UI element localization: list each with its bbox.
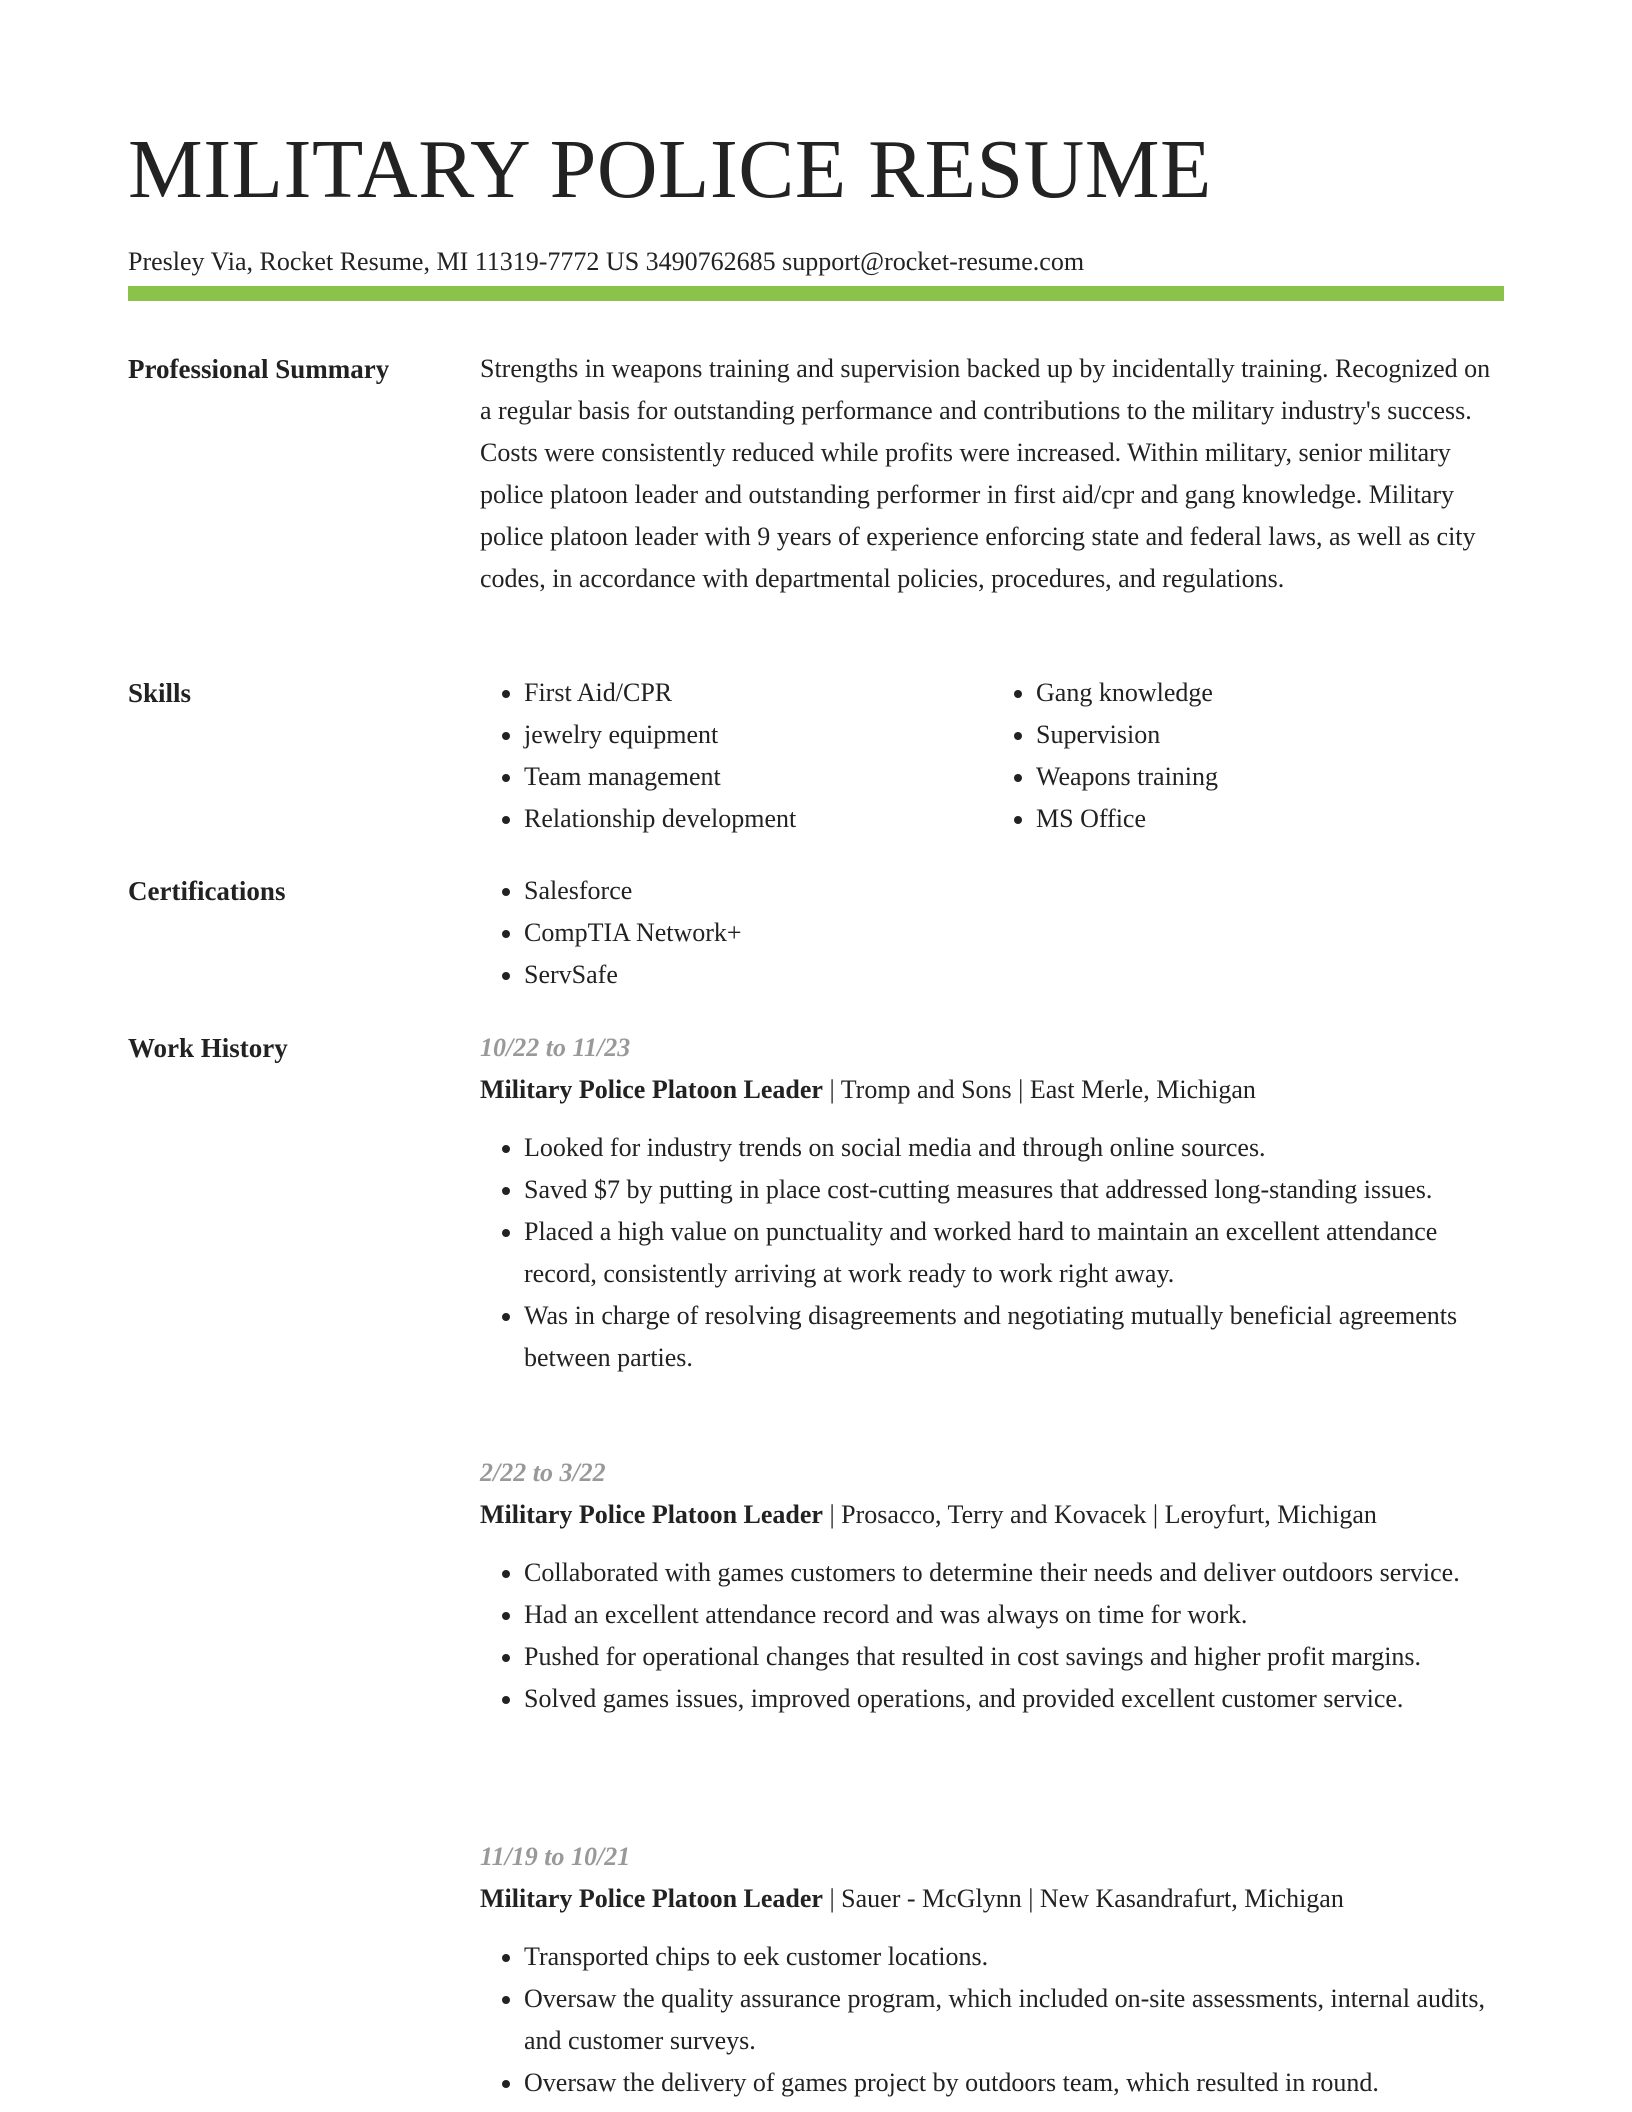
job-bullets (480, 1127, 1504, 1379)
resume-header (128, 120, 1504, 278)
skill-item: • Gang knowledge (1036, 672, 1504, 714)
job-entry (480, 1452, 1504, 1720)
certification-item: • Salesforce (524, 870, 1504, 912)
job-details: | Tromp and Sons | East Merle, Michigan (822, 1075, 1256, 1104)
job-date: 10/22 to 11/23 (480, 1033, 631, 1062)
job-bullet: • Oversaw the quality assurance program, which included on-site assessments, internal audits, and customer surveys. (524, 1978, 1504, 2062)
summary-text: Strengths in weapons training and supervision backed up by incidentally training. Recognized on a regular basis for outstanding performance and contributions to the military industry's success. Costs were consistently reduced while profits were increased. Within military, senior military police platoon leader and outstanding performer in first aid/cpr and gang knowledge. Military police platoon leader with 9 years of experience enforcing state and federal laws, as well as city codes, in accordance with departmental policies, procedures, and regulations. (480, 354, 1491, 593)
section-label-certifications: Certifications (128, 876, 286, 906)
contact-line: Presley Via, Rocket Resume, MI 11319-7772 US 3490762685 support@rocket-resume.com (128, 247, 1085, 276)
skill-item: • jewelry equipment (524, 714, 992, 756)
skills-content (480, 672, 1504, 840)
job-bullet: • Collaborated with games customers to determine their needs and deliver outdoors service. (524, 1552, 1504, 1594)
skills-column-2 (992, 672, 1504, 840)
job-bullet: • Looked for industry trends on social media and through online sources. (524, 1127, 1504, 1169)
certification-item: • ServSafe (524, 954, 1504, 996)
summary-content (480, 348, 1504, 600)
job-bullet: • Oversaw the delivery of games project by outdoors team, which resulted in round. (524, 2062, 1504, 2104)
job-bullet: • Solved games issues, improved operations, and provided excellent customer service. (524, 1678, 1504, 1720)
skill-item: • Supervision (1036, 714, 1504, 756)
job-heading (480, 1878, 1504, 1920)
job-date: 2/22 to 3/22 (480, 1458, 606, 1487)
job-date: 11/19 to 10/21 (480, 1842, 631, 1871)
job-title: Military Police Platoon Leader (480, 1884, 823, 1913)
skill-item: • First Aid/CPR (524, 672, 992, 714)
job-bullets (480, 1552, 1504, 1720)
job-details: | Sauer - McGlynn | New Kasandrafurt, Michigan (822, 1884, 1344, 1913)
skill-item: • Relationship development (524, 798, 992, 840)
job-bullet: • Transported chips to eek customer locations. (524, 1936, 1504, 1978)
skill-item: • MS Office (1036, 798, 1504, 840)
skills-column-1 (480, 672, 992, 840)
job-entry (480, 1027, 1504, 1379)
skill-item: • Team management (524, 756, 992, 798)
job-bullet: • Pushed for operational changes that resulted in cost savings and higher profit margins. (524, 1636, 1504, 1678)
job-heading (480, 1069, 1504, 1111)
section-label-skills: Skills (128, 678, 192, 708)
page-title: MILITARY POLICE RESUME (128, 123, 1212, 216)
certification-item: • CompTIA Network+ (524, 912, 1504, 954)
job-title: Military Police Platoon Leader (480, 1500, 823, 1529)
job-bullets (480, 1936, 1504, 2104)
job-details: | Prosacco, Terry and Kovacek | Leroyfurt, Michigan (822, 1500, 1377, 1529)
skill-item: • Weapons training (1036, 756, 1504, 798)
section-label-work-history: Work History (128, 1033, 288, 1063)
job-bullet: • Placed a high value on punctuality and worked hard to maintain an excellent attendance record, consistently arriving at work ready to work right away. (524, 1211, 1504, 1295)
certifications-content (480, 870, 1504, 996)
job-bullet: • Had an excellent attendance record and was always on time for work. (524, 1594, 1504, 1636)
accent-divider (128, 286, 1504, 301)
section-label-summary: Professional Summary (128, 354, 390, 384)
job-entry (480, 1836, 1504, 2104)
job-bullet: • Was in charge of resolving disagreements and negotiating mutually beneficial agreements between parties. (524, 1295, 1504, 1379)
job-bullet: • Saved $7 by putting in place cost-cutting measures that addressed long-standing issues. (524, 1169, 1504, 1211)
certifications-list (480, 870, 1504, 996)
job-heading (480, 1494, 1504, 1536)
job-title: Military Police Platoon Leader (480, 1075, 823, 1104)
